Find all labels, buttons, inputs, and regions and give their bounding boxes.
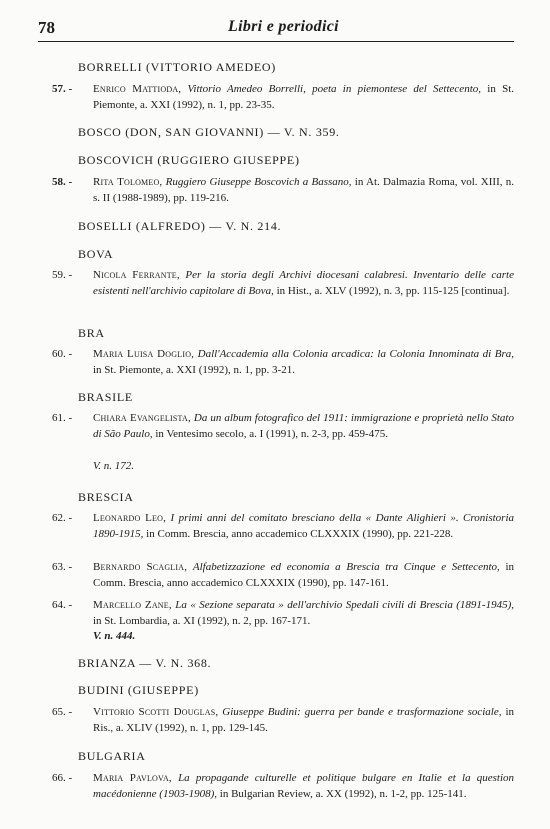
entry-citation: in Bulgarian Review, a. XX (1992), n. 1-2, pp. 125-141. <box>219 787 467 800</box>
entry-author: Leonardo Leo, <box>93 512 167 524</box>
bibliography-entry <box>52 560 514 591</box>
entry-number: 66. - <box>52 772 73 784</box>
bibliography-entry <box>52 82 514 113</box>
heading-bulgaria: BULGARIA <box>78 749 146 763</box>
entry-number: 59. - <box>52 269 73 281</box>
entry-title: Da un album fotografico del 1911: immigrazione e proprietà nello Stato di São Paulo, <box>93 412 514 440</box>
bibliography-entry <box>52 598 514 629</box>
entry-author: Maria Luisa Doglio, <box>93 348 195 360</box>
bibliography-entry <box>52 268 514 299</box>
entry-citation: in St. Lombardia, a. XI (1992), n. 2, pp. 167-171. <box>93 614 311 627</box>
entry-author: Maria Pavlova, <box>93 772 172 784</box>
entry-title: Ruggiero Giuseppe Boscovich a Bassano, <box>165 176 352 188</box>
page-number: 78 <box>38 18 55 37</box>
heading-bra: BRA <box>78 326 105 340</box>
bibliography-entry <box>52 705 514 736</box>
heading-bosco: BOSCO (DON, SAN GIOVANNI) — V. N. 359. <box>78 125 340 139</box>
heading-budini: BUDINI (GIUSEPPE) <box>78 683 199 697</box>
entry-citation: in St. Piemonte, a. XXI (1992), n. 1, pp. 3-21. <box>93 363 295 376</box>
heading-boselli: BOSELLI (ALFREDO) — V. N. 214. <box>78 219 282 233</box>
page-header <box>38 18 512 42</box>
entry-number: 61. - <box>52 412 73 424</box>
entry-citation: in Comm. Brescia, anno accademico CLXXXIX (1990), pp. 221-228. <box>146 527 454 540</box>
heading-borrelli: BORRELLI (VITTORIO AMEDEO) <box>78 60 276 74</box>
entry-number: 64. - <box>52 599 73 611</box>
entry-author: Rita Tolomeo, <box>93 176 163 188</box>
entry-title: La propagande culturelle et politique bulgare en Italie et la question macédonienne (1903-1908), <box>93 772 515 800</box>
entry-citation: in Ventesimo secolo, a. I (1991), n. 2-3, pp. 459-475. <box>155 427 388 440</box>
entry-number: 65. - <box>52 706 73 718</box>
header-rule <box>38 41 514 42</box>
heading-bova: BOVA <box>78 247 114 261</box>
entry-citation: in Ris., a. XLIV (1992), n. 1, pp. 129-145. <box>93 706 515 734</box>
entry-title: Alfabetizzazione ed economia a Brescia tra Cinque e Settecento, <box>192 561 500 573</box>
entry-author: Marcello Zane, <box>93 599 172 611</box>
entry-number: 62. - <box>52 512 73 524</box>
cross-reference: V. n. 172. <box>93 460 135 472</box>
entry-title: Giuseppe Budini: guerra per bande e trasformazione sociale, <box>222 706 502 718</box>
entry-author: Nicola Ferrante, <box>93 269 180 281</box>
heading-boscovich: BOSCOVICH (RUGGIERO GIUSEPPE) <box>78 153 300 167</box>
entry-citation: in At. Dalmazia Roma, vol. XIII, n. s. II (1988-1989), pp. 119-216. <box>93 176 514 204</box>
entry-number: 60. - <box>52 348 73 360</box>
entry-title: Vittorio Amedeo Borrelli, poeta in piemontese del Settecento, <box>187 83 481 95</box>
heading-brianza: BRIANZA — V. N. 368. <box>78 656 212 670</box>
entry-title: I primi anni del comitato bresciano della « Dante Alighieri ». Cronistoria 1890-1915, <box>93 512 515 540</box>
entry-number: 57. - <box>52 83 73 95</box>
bibliography-entry <box>52 347 514 378</box>
heading-brasile: BRASILE <box>78 390 133 404</box>
entry-author: Vittorio Scotti Douglas, <box>93 706 219 718</box>
entry-title: Per la storia degli Archivi diocesani calabresi. Inventario delle carte esistenti nell'archivio capitolare di Bova, <box>93 269 514 297</box>
running-title: Libri e periodici <box>228 18 339 35</box>
entry-number: 58. - <box>52 176 73 188</box>
entry-author: Enrico Mattioda, <box>93 83 182 95</box>
bibliography-entry <box>52 511 514 542</box>
entry-title: Dall'Accademia alla Colonia arcadica: la Colonia Innominata di Bra, <box>197 348 514 360</box>
entry-number: 63. - <box>52 561 73 573</box>
bibliography-entry <box>52 175 514 206</box>
entry-author: Chiara Evangelista, <box>93 412 191 424</box>
heading-brescia: BRESCIA <box>78 490 134 504</box>
entry-citation: in St. Piemonte, a. XXI (1992), n. 1, pp. 23-35. <box>93 83 515 111</box>
entry-title: La « Sezione separata » dell'archivio Spedali civili di Brescia (1891-1945), <box>175 599 514 611</box>
entry-author: Bernardo Scaglia, <box>93 561 188 573</box>
bibliography-entry <box>52 411 514 442</box>
cross-reference: V. n. 444. <box>93 630 136 642</box>
bibliography-entry <box>52 771 514 802</box>
entry-citation: in Hist., a. XLV (1992), n. 3, pp. 115-125 [continua]. <box>276 284 510 297</box>
entry-citation: in Comm. Brescia, anno accademico CLXXXIX (1990), pp. 147-161. <box>93 561 515 589</box>
